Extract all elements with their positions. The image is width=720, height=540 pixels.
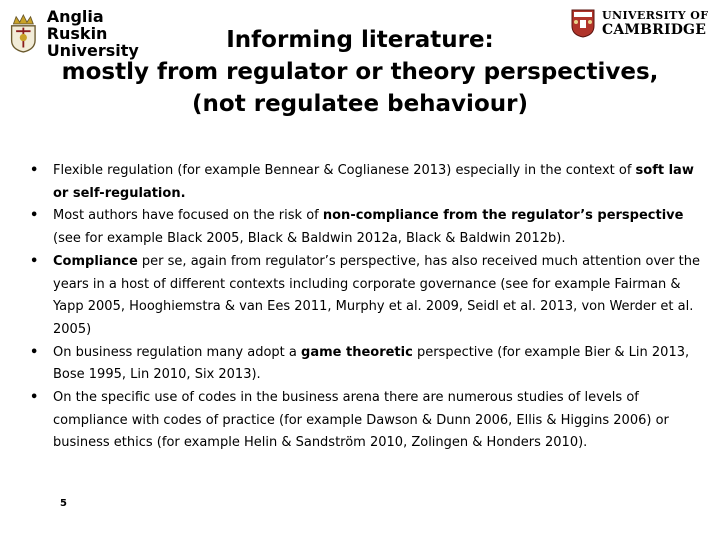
title-line: (not regulatee behaviour) [192, 91, 528, 117]
bullet-emphasis: game theoretic [301, 344, 413, 360]
cambridge-name-line2: CAMBRIDGE [602, 22, 707, 38]
bullet-item [30, 160, 700, 205]
cambridge-name-line1: UNIVERSITY OF [602, 9, 709, 22]
bullet-item [30, 251, 700, 342]
slide-title [30, 24, 690, 120]
bullet-list [30, 160, 700, 455]
anglia-ruskin-name-line1: Anglia Ruskin [46, 6, 108, 43]
page-number: 5 [60, 498, 67, 509]
bullet-text: per se, again from regulator’s perspective, has also received much attention over the years in a host of different contexts including corporate governance (see for example Fairman & Yapp 2005, Hooghiemstra & van Ees 2011, Murphy et al. 2009, Seidl et al. 2013, von Werder et al. 2005) [53, 253, 700, 337]
bullet-emphasis: non-compliance from the regulator’s perspective [322, 208, 684, 224]
bullet-item [30, 387, 700, 455]
bullet-emphasis: soft law or self-regulation. [53, 163, 694, 201]
title-line: Informing literature: [226, 27, 494, 53]
bullet-item [30, 342, 700, 387]
bullet-text: (see for example Black 2005, Black & Baldwin 2012a, Black & Baldwin 2012b). [53, 231, 566, 247]
bullet-text: On business regulation many adopt a [53, 344, 302, 360]
bullet-text: On the specific use of codes in the business arena there are numerous studies of levels of compliance with codes of practice (for example Dawson & Dunn 2006, Ellis & Higgins 2006) or business ethics (for example Helin & Sandström 2010, Zolingen & Honders 2010). [53, 390, 669, 451]
title-line: mostly from regulator or theory perspectives, [61, 59, 659, 85]
bullet-emphasis: Compliance [53, 253, 138, 269]
bullet-item [30, 205, 700, 250]
anglia-ruskin-name-line2: University [46, 40, 139, 60]
bullet-text: Most authors have focused on the risk of [53, 208, 323, 224]
bullet-text: Flexible regulation (for example Bennear & Coglianese 2013) especially in the context of [53, 163, 636, 178]
bullet-text: perspective (for example Bier & Lin 2013, Bose 1995, Lin 2010, Six 2013). [53, 344, 690, 383]
